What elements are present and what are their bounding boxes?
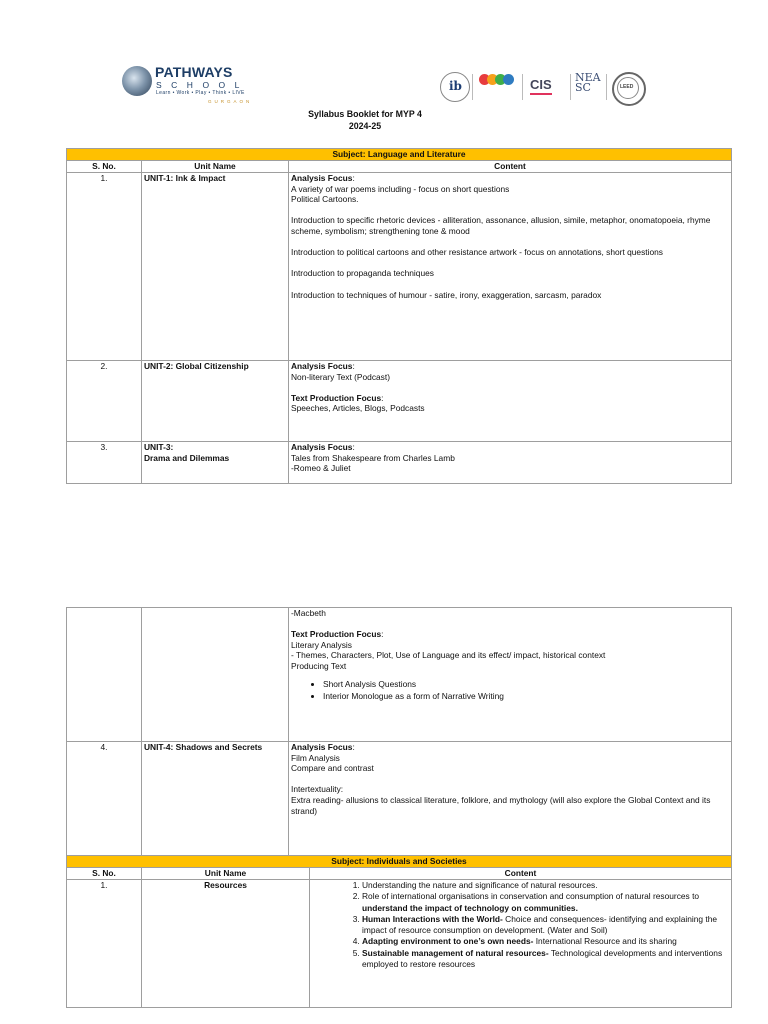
accreditation-badges (440, 72, 650, 106)
ib-logo: ib (440, 72, 470, 102)
logo-tagline: Learn • Work • Play • Think • LIVE (156, 90, 245, 96)
col-unit: Unit Name (142, 161, 289, 173)
list-item: 5. Sustainable management of natural resources- Technological developments and interventions employed to restore resources (362, 948, 729, 971)
logo-city: GURGAON (208, 99, 253, 104)
list-item: • Interior Monologue as a form of Narrative Writing (323, 690, 729, 702)
col-content: Content (289, 161, 732, 173)
list-item: • Short Analysis Questions (323, 678, 729, 690)
list-item: 3. Human Interactions with the World- Choice and consequences- identifying and explaining the impact of resource consumption on development. (Water and Soil) (362, 914, 729, 937)
col-content: Content (310, 868, 732, 880)
table-row: -Macbeth Text Production Focus: Literary Analysis - Themes, Characters, Plot, Use of Language and its effect/ impact, historical context Producing Text • Short Analysis Questions • Interior Monologue as a form of Narrative Writing (67, 608, 732, 742)
leed-logo: LEED (612, 72, 646, 106)
page-title: Syllabus Booklet for MYP 4 2024-25 (308, 109, 422, 131)
table-row: 3. UNIT-3: Drama and Dilemmas Analysis Focus: Tales from Shakespeare from Charles Lamb -Romeo & Juliet (67, 442, 732, 484)
individuals-societies-table (66, 855, 732, 1008)
col-sno: S. No. (67, 161, 142, 173)
logo-sub: SCHOOL (156, 80, 249, 90)
table-row: 1. UNIT-1: Ink & Impact Analysis Focus: A variety of war poems including - focus on short questions Political Cartoons. Introduction to specific rhetoric devices - alliteration, assonance, allusion, simile, metaphor, onomatopoeia, rhyme scheme, symbolism; strengthening tone & mood Introduction to political cartoons and other resistance artwork - focus on annotations, short questions Introduction to propaganda techniques Introduction to techniques of humour - satire, irony, exaggeration, sarcasm, paradox (67, 173, 732, 361)
globe-icon (122, 66, 152, 96)
language-literature-table (66, 148, 732, 484)
logo-brand: PATHWAYS (155, 64, 233, 80)
neasc-logo: NEA SC (575, 71, 601, 94)
list-item: 1. Understanding the nature and significance of natural resources. (362, 880, 729, 891)
list-item: 4. Adapting environment to one’s own needs- International Resource and its sharing (362, 936, 729, 947)
school-logo (122, 62, 272, 108)
table-row: 1. Resources 1. Understanding the nature and significance of natural resources. 2. Role of international organisations in conservation and consumption of natural resources to understand the impact of technology on communities. 3. Human Interactions with the World- Choice and consequences- identifying and explaining the impact of resource consumption on development. (Water and Soil) 4. Adapting environment to one’s own needs- International Resource and its sharing 5. Sustainable management of natural resources- Technological developments and interventions employed to restore resources (67, 880, 732, 1008)
cis-logo: CIS (528, 72, 568, 102)
table-row: 4. UNIT-4: Shadows and Secrets Analysis Focus: Film Analysis Compare and contrast Intertextuality: Extra reading- allusions to classical literature, folklore, and mythology (will also explore the Global Context and its strand) (67, 742, 732, 856)
col-sno: S. No. (67, 868, 142, 880)
subject-heading: Subject: Language and Literature (67, 149, 732, 161)
table-row: 2. UNIT-2: Global Citizenship Analysis Focus: Non-literary Text (Podcast) Text Production Focus: Speeches, Articles, Blogs, Podcasts (67, 361, 732, 442)
cambridge-dots-logo (476, 72, 516, 102)
continuation-table (66, 607, 732, 856)
list-item: 2. Role of international organisations in conservation and consumption of natural resources to understand the impact of technology on communities. (362, 891, 729, 914)
subject-heading: Subject: Individuals and Societies (67, 856, 732, 868)
col-unit: Unit Name (142, 868, 310, 880)
